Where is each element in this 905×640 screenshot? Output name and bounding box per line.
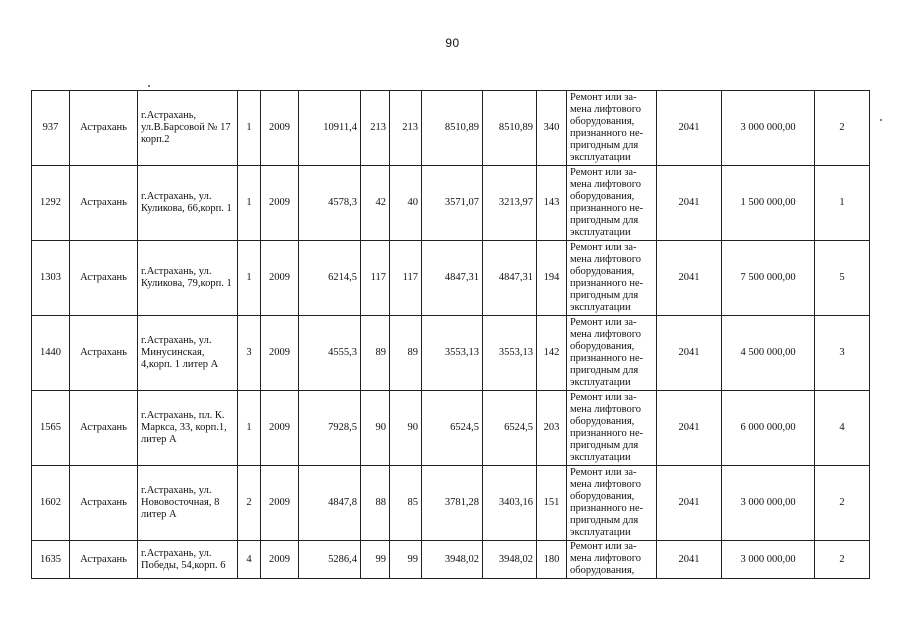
cell-residents-a: 99 [361,541,390,579]
cell-area-a: 3553,13 [422,316,483,391]
cell-address: г.Астрахань, ул. Куликова, 79,корп. 1 [138,241,238,316]
cell-area-b: 6524,5 [483,391,537,466]
cell-lifts: 1 [815,166,870,241]
cell-residents-b: 90 [390,391,422,466]
cell-lifts: 2 [815,541,870,579]
cell-residents-a: 89 [361,316,390,391]
cell-year: 2009 [261,241,299,316]
cell-deadline: 2041 [657,466,722,541]
cell-residents-b: 117 [390,241,422,316]
cell-apartments: 142 [537,316,567,391]
cell-area-a: 4847,31 [422,241,483,316]
cell-area-total: 4555,3 [299,316,361,391]
cell-residents-a: 88 [361,466,390,541]
scan-speck [148,85,150,87]
cell-deadline: 2041 [657,541,722,579]
cell-lifts: 3 [815,316,870,391]
cell-city: Астрахань [70,391,138,466]
cell-area-b: 3948,02 [483,541,537,579]
cell-entrances: 3 [238,316,261,391]
cell-apartments: 340 [537,91,567,166]
cell-entrances: 1 [238,91,261,166]
cell-deadline: 2041 [657,391,722,466]
cell-id: 1303 [32,241,70,316]
table-row [32,91,870,166]
cell-work: Ремонт или за-мена лифтового оборудования, признанного не-пригодным для эксплуатации [567,391,657,466]
cell-area-a: 3781,28 [422,466,483,541]
scan-speck [880,119,882,121]
cell-residents-b: 89 [390,316,422,391]
cell-id: 937 [32,91,70,166]
cell-cost: 7 500 000,00 [722,241,815,316]
cell-area-b: 4847,31 [483,241,537,316]
cell-deadline: 2041 [657,316,722,391]
table-row [32,241,870,316]
cell-city: Астрахань [70,541,138,579]
cell-id: 1635 [32,541,70,579]
cell-deadline: 2041 [657,166,722,241]
cell-apartments: 203 [537,391,567,466]
cell-area-total: 7928,5 [299,391,361,466]
cell-area-b: 3553,13 [483,316,537,391]
cell-residents-b: 213 [390,91,422,166]
cell-residents-b: 40 [390,166,422,241]
cell-area-total: 4578,3 [299,166,361,241]
cell-cost: 3 000 000,00 [722,541,815,579]
cell-residents-b: 99 [390,541,422,579]
cell-entrances: 4 [238,541,261,579]
cell-year: 2009 [261,541,299,579]
cell-id: 1292 [32,166,70,241]
cell-lifts: 5 [815,241,870,316]
cell-id: 1602 [32,466,70,541]
cell-id: 1440 [32,316,70,391]
cell-year: 2009 [261,466,299,541]
cell-work: Ремонт или за-мена лифтового оборудования, признанного не-пригодным для эксплуатации [567,316,657,391]
cell-address: г.Астрахань, ул. Куликова, 66,корп. 1 [138,166,238,241]
cell-area-total: 5286,4 [299,541,361,579]
cell-residents-a: 213 [361,91,390,166]
cell-cost: 1 500 000,00 [722,166,815,241]
cell-area-a: 6524,5 [422,391,483,466]
cell-city: Астрахань [70,166,138,241]
cell-address: г.Астрахань, ул. Минусинская, 4,корп. 1 литер А [138,316,238,391]
cell-entrances: 1 [238,166,261,241]
cell-apartments: 151 [537,466,567,541]
cell-work: Ремонт или за-мена лифтового оборудования, признанного не-пригодным для эксплуатации [567,241,657,316]
cell-address: г.Астрахань, ул. Нововосточная, 8 литер А [138,466,238,541]
cell-city: Астрахань [70,91,138,166]
cell-cost: 6 000 000,00 [722,391,815,466]
cell-id: 1565 [32,391,70,466]
cell-lifts: 2 [815,466,870,541]
cell-area-b: 3403,16 [483,466,537,541]
cell-residents-a: 90 [361,391,390,466]
cell-area-a: 3571,07 [422,166,483,241]
table-row [32,166,870,241]
cell-deadline: 2041 [657,91,722,166]
cell-cost: 3 000 000,00 [722,91,815,166]
cell-entrances: 2 [238,466,261,541]
cell-lifts: 4 [815,391,870,466]
cell-work: Ремонт или за-мена лифтового оборудования, признанного не-пригодным для эксплуатации [567,91,657,166]
cell-cost: 4 500 000,00 [722,316,815,391]
cell-entrances: 1 [238,241,261,316]
cell-work: Ремонт или за-мена лифтового оборудования, признанного не-пригодным для эксплуатации [567,466,657,541]
cell-area-total: 4847,8 [299,466,361,541]
cell-year: 2009 [261,166,299,241]
cell-year: 2009 [261,316,299,391]
cell-residents-b: 85 [390,466,422,541]
cell-area-b: 3213,97 [483,166,537,241]
cell-area-a: 3948,02 [422,541,483,579]
table-row [32,391,870,466]
cell-address: г.Астрахань, ул. Победы, 54,корп. 6 [138,541,238,579]
cell-cost: 3 000 000,00 [722,466,815,541]
cell-area-total: 10911,4 [299,91,361,166]
page-number: 90 [445,36,460,50]
table-row [32,466,870,541]
cell-deadline: 2041 [657,241,722,316]
table-row [32,541,870,579]
cell-city: Астрахань [70,466,138,541]
cell-address: г.Астрахань, пл. К. Маркса, 33, корп.1, литер А [138,391,238,466]
cell-entrances: 1 [238,391,261,466]
cell-year: 2009 [261,391,299,466]
cell-area-total: 6214,5 [299,241,361,316]
table-row [32,316,870,391]
cell-area-b: 8510,89 [483,91,537,166]
cell-work: Ремонт или за-мена лифтового оборудования, [567,541,657,579]
cell-area-a: 8510,89 [422,91,483,166]
cell-apartments: 194 [537,241,567,316]
cell-work: Ремонт или за-мена лифтового оборудования, признанного не-пригодным для эксплуатации [567,166,657,241]
cell-residents-a: 42 [361,166,390,241]
lift-repair-table [31,90,870,579]
cell-apartments: 180 [537,541,567,579]
cell-apartments: 143 [537,166,567,241]
cell-residents-a: 117 [361,241,390,316]
cell-lifts: 2 [815,91,870,166]
cell-address: г.Астрахань, ул.В.Барсовой № 17 корп.2 [138,91,238,166]
cell-city: Астрахань [70,241,138,316]
cell-city: Астрахань [70,316,138,391]
cell-year: 2009 [261,91,299,166]
